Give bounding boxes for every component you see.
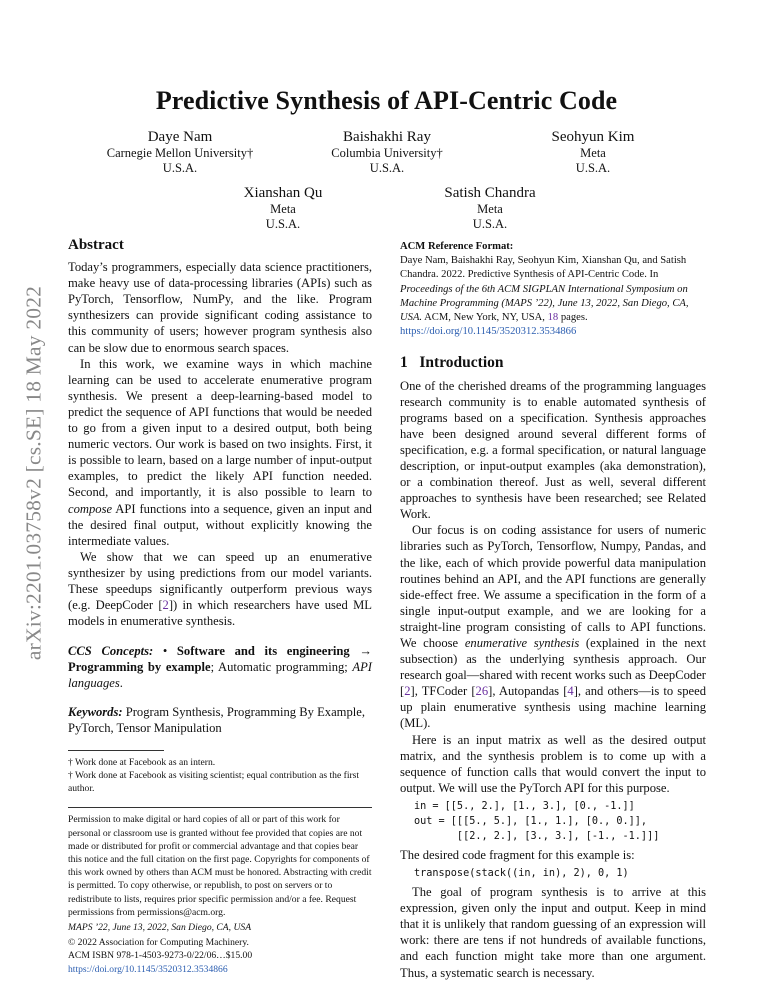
citation-link[interactable]: 2 <box>162 598 169 613</box>
permission-notice: Permission to make digital or hard copies of all or part of this work for personal or classroom use is granted without fee provided that copies are not made or distributed for profit or commercial advantage and that copies bear this notice and the full citation on the first page. Copyrights for components of this work owned by others than ACM must be honored. Abstracting with credit is permitted. To copy otherwise, or republish, to post on servers or to redistribute to lists, requires prior specific permission and/or a fee. Request permissions from permissions@acm.org. <box>68 814 372 918</box>
intro-paragraph: The desired code fragment for this example is: <box>400 847 635 862</box>
author-block <box>188 184 378 232</box>
footnotes <box>68 750 372 796</box>
author-country: U.S.A. <box>472 217 508 231</box>
doi-link[interactable]: https://doi.org/10.1145/3520312.3534866 <box>68 963 228 975</box>
author-affiliation: Meta <box>270 202 296 216</box>
paper-title: Predictive Synthesis of API-Centric Code <box>155 86 618 115</box>
author-name: Satish Chandra <box>444 185 536 201</box>
acm-reference <box>400 240 706 339</box>
author-affiliation: Meta <box>580 146 606 160</box>
arxiv-stamp <box>22 263 46 683</box>
abstract-paragraph: Today’s programmers, especially data science practitioners, make heavy use of data-processing libraries (APIs) such as PyTorch, Tensorflow, NumPy, and the like. Program synthesizers can provide significant coding assistance to this community of users; however program synthesis also can be slow due to enormous search spaces. <box>68 260 372 355</box>
page-count[interactable]: 18 <box>547 312 559 324</box>
author-country: U.S.A. <box>265 217 301 231</box>
code-example-matrices: in = [[5., 2.], [1., 3.], [0., -1.]] out = [[[5., 5.], [1., 1.], [0., 0.]], [[2., 2.], [3., 3.], [-1., -1.]]] <box>414 800 660 842</box>
author-country: U.S.A. <box>162 161 198 175</box>
intro-paragraph: Our focus is on coding assistance for users of numeric libraries such as PyTorch, Tensorflow, Numpy, Pandas, and the like, each of which provide powerful data manipulation routines behind an API, and the API functions are generally side-effect free. We assume a specification in the form of a single input-output example, and we are looking for a straight-line program consisting of calls to API functions. We choose enumerative synthesis (explained in the next subsection) as the underlying synthesis approach. Our research goal—shared with recent works such as DeepCoder [2], TFCoder [26], Autopandas [4], and others—is to speed up plain enumerative synthesis using machine learning (ML). <box>400 523 706 731</box>
acm-reference-text: Daye Nam, Baishakhi Ray, Seohyun Kim, Xianshan Qu, and Satish Chandra. 2022. Predictive Synthesis of API-Centric Code. In Proceedings of the 6th ACM SIGPLAN International Symposium on Machine Programming (MAPS ’22), June 13, 2022, San Diego, CA, USA. ACM, New York, NY, USA, 18 pages. https://doi.org/10.1145/3520312.3534866 <box>400 255 689 338</box>
code-example-expression: transpose(stack((in, in), 2), 0, 1) <box>414 868 629 880</box>
left-column <box>68 237 372 976</box>
citation-link[interactable]: 4 <box>567 684 574 699</box>
venue: MAPS ’22, June 13, 2022, San Diego, CA, USA <box>68 921 252 933</box>
isbn: ACM ISBN 978-1-4503-9273-0/22/06…$15.00 <box>68 950 253 962</box>
intro-paragraph: Here is an input matrix as well as the desired output matrix, and the synthesis problem is to come up with a sequence of function calls that would convert the input to output. We will use the PyTorch API for this purpose. <box>400 732 706 795</box>
author-affiliation: Columbia University† <box>331 146 443 160</box>
acm-reference-heading: ACM Reference Format: <box>400 241 514 252</box>
ccs-concepts: CCS Concepts: • Software and its engineering → Programming by example; Automatic programming; API languages. <box>68 644 373 691</box>
author-block <box>498 128 688 176</box>
author-block <box>292 128 482 176</box>
author-block <box>85 128 275 176</box>
author-affiliation: Meta <box>477 202 503 216</box>
keywords: Keywords: Program Synthesis, Programming By Example, PyTorch, Tensor Manipulation <box>68 704 365 735</box>
author-country: U.S.A. <box>369 161 405 175</box>
right-column <box>400 240 706 981</box>
author-name: Xianshan Qu <box>243 185 323 201</box>
author-affiliation: Carnegie Mellon University† <box>106 146 254 160</box>
author-name: Daye Nam <box>147 129 213 145</box>
footnote: † Work done at Facebook as visiting scientist; equal contribution as the first author. <box>68 769 360 795</box>
doi-link[interactable]: https://doi.org/10.1145/3520312.3534866 <box>400 326 577 338</box>
footnote: † Work done at Facebook as an intern. <box>68 756 216 768</box>
abstract-heading: Abstract <box>68 237 124 253</box>
permission-block <box>68 807 372 975</box>
arxiv-id: arXiv:2201.03758v2 [cs.SE] 18 May 2022 <box>21 285 46 661</box>
footnote-rule <box>68 750 164 751</box>
abstract-paragraph: We show that we can speed up an enumerative synthesizer by using predictions from our model variants. These speedups significantly outperform previous ways (e.g. DeepCoder [2]) in which researchers have used ML models in enumerative synthesis. <box>68 549 372 629</box>
intro-paragraph: The goal of program synthesis is to arrive at this expression, given only the input and output. Keep in mind that it is unlikely that random guessing of an expression will work: there are tens if not hundreds of available functions, and each function might take more than one argument. Thus, a systematic search is necessary. <box>400 885 706 980</box>
intro-paragraph: One of the cherished dreams of the programming languages research community is to enable automated synthesis of programs based on a specification. Synthesis approaches have been designed around several different forms of specification, e.g. a formal specification, or natural language description, or input-output examples (aka demonstration), or a combination thereof. Just as well, several different approaches to synthesis have been researched; see Related Work. <box>400 378 706 522</box>
section-heading: 1 Introduction <box>400 354 504 372</box>
permission-rule <box>68 807 372 808</box>
author-block <box>395 184 585 232</box>
abstract-paragraph: In this work, we examine ways in which machine learning can be used to accelerate enumerative program synthesis. We present a deep-learning-based model to predict the sequence of API functions that would be needed to go from a given input to a desired output, both being numeric vectors. Our work is based on two insights. First, it is possible to learn, based on a large number of input-output examples, to predict the likely API function needed. Second, and importantly, it is also possible to learn to compose API functions into a sequence, given an input and the desired final output, without explicitly knowing the intermediate values. <box>68 356 372 548</box>
copyright: © 2022 Association for Computing Machinery. <box>68 937 249 949</box>
citation-link[interactable]: 2 <box>404 684 411 699</box>
author-country: U.S.A. <box>575 161 611 175</box>
author-name: Baishakhi Ray <box>343 129 431 145</box>
author-name: Seohyun Kim <box>551 129 635 145</box>
citation-link[interactable]: 26 <box>475 684 489 699</box>
